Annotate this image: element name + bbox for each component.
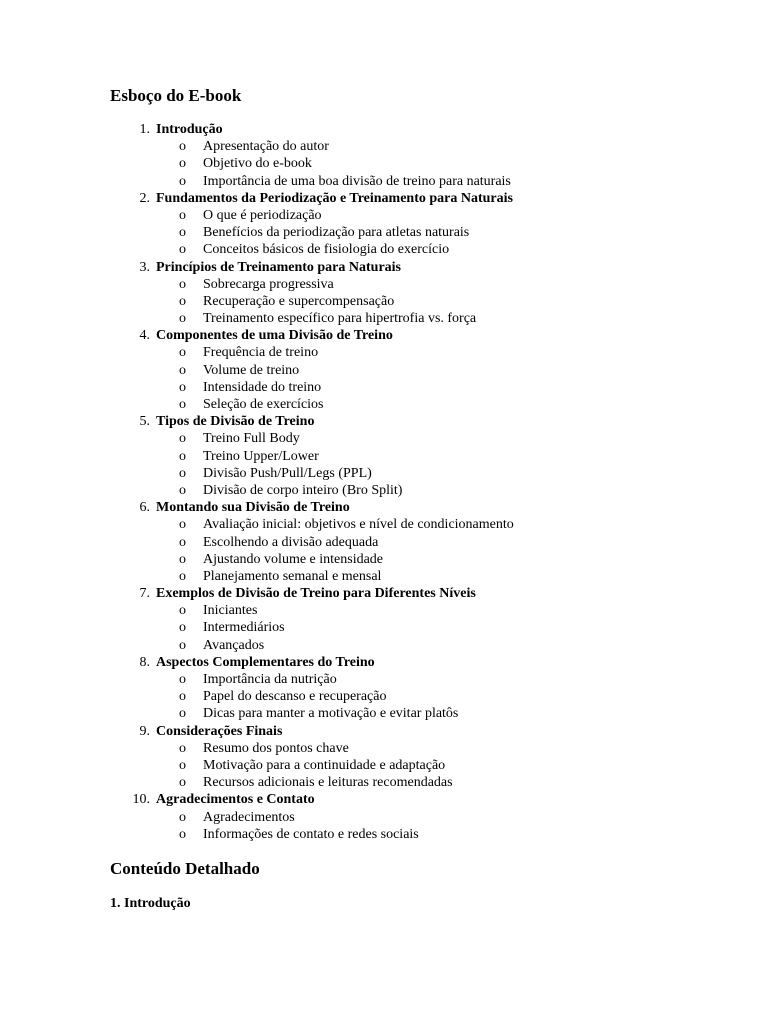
section-title: Montando sua Divisão de Treino (156, 500, 350, 516)
outline-subitem (0, 362, 768, 379)
outline-subitem (0, 224, 768, 241)
outline-subitem (0, 705, 768, 722)
bullet-marker: o (179, 379, 186, 395)
subitem-text: Resumo dos pontos chave (203, 740, 349, 756)
outline-subitem (0, 671, 768, 688)
subitem-text: Volume de treino (203, 362, 300, 378)
bullet-marker: o (179, 740, 186, 756)
section-title: Princípios de Treinamento para Naturais (156, 259, 401, 275)
subitem-text: Intermediários (203, 620, 285, 636)
outline-subitem (0, 826, 768, 843)
subitem-text: Seleção de exercícios (203, 397, 324, 412)
outline-subitem (0, 774, 768, 791)
outline-subitem (0, 740, 768, 757)
section-title: Considerações Finais (156, 723, 283, 739)
subitem-text: Treino Upper/Lower (203, 448, 319, 464)
outline-subitem (0, 602, 768, 619)
outline-list (0, 121, 768, 843)
subitem-text: Divisão de corpo inteiro (Bro Split) (203, 482, 403, 498)
subitem-text: Treinamento específico para hipertrofia vs. força (203, 311, 477, 327)
section-number: 2. (139, 190, 150, 206)
outline-subitem (0, 293, 768, 310)
bullet-marker: o (179, 345, 186, 361)
bullet-marker: o (179, 448, 186, 464)
bullet-marker: o (179, 775, 186, 791)
outline-subitem (0, 173, 768, 190)
subitem-text: Escolhendo a divisão adequada (203, 534, 379, 550)
outline-section (0, 190, 768, 207)
section-number: 8. (139, 654, 150, 670)
outline-subitem (0, 241, 768, 258)
outline-section (0, 499, 768, 516)
subitem-text: Dicas para manter a motivação e evitar platôs (203, 706, 459, 722)
section-number: 6. (139, 500, 150, 516)
bullet-marker: o (179, 620, 186, 636)
outline-subitem (0, 568, 768, 585)
section-number: 7. (139, 586, 150, 602)
bullet-marker: o (179, 293, 186, 309)
bullet-marker: o (179, 139, 186, 155)
bullet-marker: o (179, 826, 186, 842)
bullet-marker: o (179, 757, 186, 773)
subitem-text: Benefícios da periodização para atletas naturais (203, 225, 470, 241)
bullet-marker: o (179, 689, 186, 705)
outline-section (0, 121, 768, 138)
bullet-marker: o (179, 156, 186, 172)
outline-subitem (0, 430, 768, 447)
outline-subitem (0, 551, 768, 568)
subitem-text: Importância de uma boa divisão de treino para naturais (203, 173, 511, 189)
subitem-text: Agradecimentos (203, 809, 295, 825)
bullet-marker: o (179, 551, 186, 567)
bullet-marker: o (179, 242, 186, 258)
outline-subitem (0, 534, 768, 551)
section-number: 10. (132, 792, 150, 808)
section-title: Fundamentos da Periodização e Treinamento para Naturais (156, 190, 513, 206)
subitem-text: Frequência de treino (203, 345, 319, 361)
section-title: Aspectos Complementares do Treino (156, 654, 375, 670)
outline-subitem (0, 482, 768, 499)
outline-subitem (0, 619, 768, 636)
subitem-text: Motivação para a continuidade e adaptação (203, 757, 446, 773)
outline-subitem (0, 207, 768, 224)
outline-section (0, 259, 768, 276)
section-title: Exemplos de Divisão de Treino para Diferentes Níveis (156, 586, 476, 602)
outline-subitem (0, 688, 768, 705)
outline-subitem (0, 276, 768, 293)
section-number: 4. (139, 328, 150, 344)
bullet-marker: o (179, 173, 186, 189)
subitem-text: Ajustando volume e intensidade (203, 551, 384, 567)
bullet-marker: o (179, 534, 186, 550)
outline-subitem (0, 138, 768, 155)
outline-subitem (0, 757, 768, 774)
bullet-marker: o (179, 517, 186, 533)
bullet-marker: o (179, 482, 186, 498)
section-number: 1. (139, 122, 150, 137)
outline-section (0, 413, 768, 430)
bullet-marker: o (179, 706, 186, 722)
subitem-text: Sobrecarga progressiva (203, 276, 334, 292)
subitem-text: Papel do descanso e recuperação (203, 689, 387, 705)
section-title: Componentes de uma Divisão de Treino (156, 328, 393, 344)
bullet-marker: o (179, 672, 186, 687)
subitem-text: Objetivo do e-book (203, 156, 312, 172)
outline-subitem (0, 465, 768, 482)
subitem-text: Informações de contato e redes sociais (203, 826, 419, 842)
outline-subitem (0, 344, 768, 361)
outline-subitem (0, 448, 768, 465)
subitem-text: Planejamento semanal e mensal (203, 568, 382, 584)
outline-section (0, 327, 768, 344)
section-number: 5. (139, 414, 150, 430)
outline-subitem (0, 809, 768, 826)
bullet-marker: o (179, 465, 186, 481)
bullet-marker: o (179, 603, 186, 619)
outline-subitem (0, 637, 768, 654)
bullet-marker: o (179, 637, 186, 653)
outline-section (0, 723, 768, 740)
outline-subitem (0, 310, 768, 327)
section-title: Introdução (156, 122, 223, 137)
section-title: Tipos de Divisão de Treino (156, 414, 315, 430)
detailed-content-heading: Conteúdo Detalhado (110, 859, 260, 878)
outline-subitem (0, 155, 768, 172)
bullet-marker: o (179, 311, 186, 327)
outline-subitem (0, 516, 768, 533)
section-heading-introducao: 1. Introdução (110, 896, 191, 911)
subitem-text: Treino Full Body (203, 431, 300, 447)
subitem-text: Iniciantes (203, 603, 258, 619)
bullet-marker: o (179, 225, 186, 241)
bullet-marker: o (179, 568, 186, 584)
outline-section (0, 791, 768, 808)
subitem-text: O que é periodização (203, 207, 322, 223)
subitem-text: Avançados (203, 637, 265, 653)
subitem-text: Intensidade do treino (203, 379, 322, 395)
outline-section (0, 585, 768, 602)
bullet-marker: o (179, 431, 186, 447)
outline-subitem (0, 396, 768, 413)
subitem-text: Recursos adicionais e leituras recomendadas (203, 775, 453, 791)
section-number: 9. (139, 723, 150, 739)
bullet-marker: o (179, 362, 186, 378)
outline-heading: Esboço do E-book (110, 86, 242, 105)
subitem-text: Importância da nutrição (203, 672, 337, 687)
outline-subitem (0, 379, 768, 396)
bullet-marker: o (179, 207, 186, 223)
subitem-text: Avaliação inicial: objetivos e nível de condicionamento (203, 517, 514, 533)
section-number: 3. (139, 259, 150, 275)
subitem-text: Apresentação do autor (203, 139, 329, 155)
section-title: Agradecimentos e Contato (156, 792, 315, 808)
subitem-text: Conceitos básicos de fisiologia do exercício (203, 242, 450, 258)
subitem-text: Recuperação e supercompensação (203, 293, 395, 309)
subitem-text: Divisão Push/Pull/Legs (PPL) (203, 465, 372, 481)
bullet-marker: o (179, 276, 186, 292)
bullet-marker: o (179, 809, 186, 825)
outline-section (0, 654, 768, 671)
bullet-marker: o (179, 397, 186, 412)
